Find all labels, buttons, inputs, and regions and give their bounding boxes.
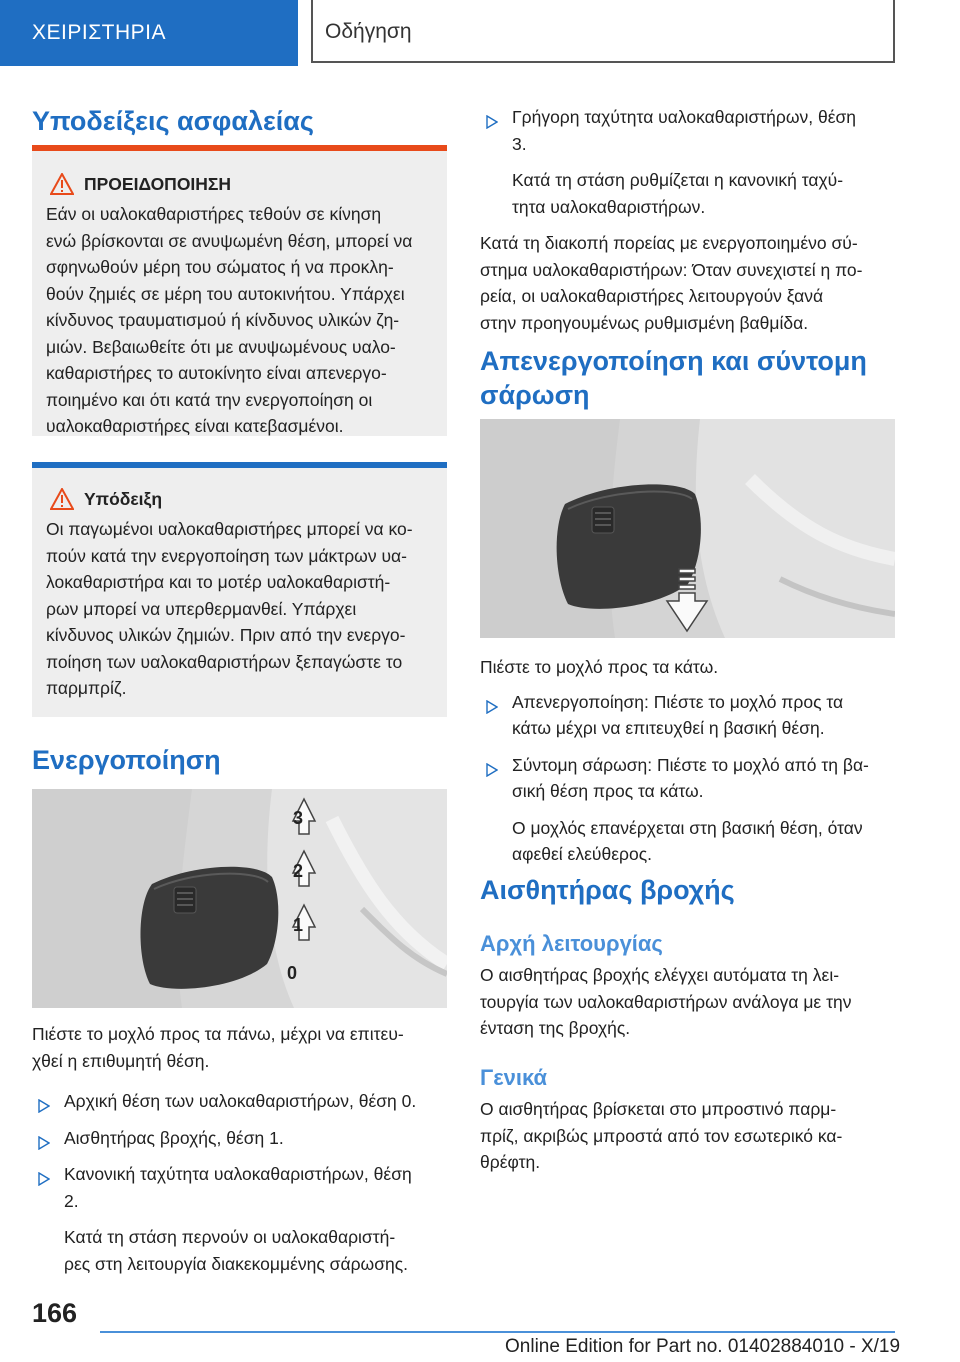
list-item-subtext xyxy=(64,1224,447,1277)
triangle-bullet-icon xyxy=(38,1167,50,1194)
text-line: ρεία, οι υαλοκαθαριστήρες λειτουργούν ξανά xyxy=(480,286,824,306)
text-line: τητα υαλοκαθαριστήρων. xyxy=(512,196,706,217)
text-line: Εάν οι υαλοκαθαριστήρες τεθούν σε κίνηση xyxy=(46,204,382,224)
safety-heading: Υποδείξεις ασφαλείας xyxy=(32,106,314,136)
interrupt-paragraph xyxy=(480,230,895,336)
notice-text xyxy=(46,516,433,702)
position-label-1: 1 xyxy=(293,915,304,935)
text-line: υαλοκαθαριστήρες είναι κατεβασμένοι. xyxy=(46,416,344,436)
list-item xyxy=(480,104,895,220)
text-line: στην προηγουμένως ρυθμισμένη βαθμίδα. xyxy=(480,312,809,333)
text-line: ρων μπορεί να υπερθερμανθεί. Υπάρχει xyxy=(46,598,357,619)
list-item-text: 2. xyxy=(64,1190,79,1211)
triangle-bullet-icon xyxy=(38,1094,50,1121)
list-item xyxy=(480,752,895,868)
position-label-3: 3 xyxy=(293,808,304,828)
list-item-subtext xyxy=(512,167,895,220)
principle-paragraph xyxy=(480,962,895,1042)
text-line: πρίζ, ακριβώς μπροστά από τον εσωτερικό κα- xyxy=(480,1125,843,1146)
fast-speed-list xyxy=(480,104,895,220)
text-line: ενώ βρίσκονται σε ανυψωμένη θέση, μπορεί να xyxy=(46,230,413,251)
list-item-text: σική θέση προς τα κάτω. xyxy=(512,781,704,801)
position-label-0: 0 xyxy=(287,963,298,983)
text-line: παρμπρίζ. xyxy=(46,678,127,698)
text-line: χθεί η επιθυμητή θέση. xyxy=(32,1050,210,1071)
list-item-text: Κανονική ταχύτητα υαλοκαθαριστήρων, θέση xyxy=(64,1164,412,1184)
list-item xyxy=(32,1125,447,1152)
text-line: Πιέστε το μοχλό προς τα πάνω, μέχρι να επιτευ- xyxy=(32,1024,404,1044)
list-item-subtext xyxy=(512,815,895,868)
text-line: μιών. Βεβαιωθείτε ότι με ανυψωμένους υαλο- xyxy=(46,336,396,357)
triangle-bullet-icon xyxy=(486,758,498,785)
text-line: Ο αισθητήρας βροχής ελέγχει αυτόματα τη λει- xyxy=(480,965,840,985)
text-line: κίνδυνος τραυματισμού ή κίνδυνος υλικών ζη- xyxy=(46,310,400,330)
rain-sensor-heading: Αισθητήρας βροχής xyxy=(480,875,735,905)
text-line: ρες στη λειτουργία διακεκομμένης σάρωσης. xyxy=(64,1253,409,1274)
triangle-bullet-icon xyxy=(486,695,498,722)
notice-title: Υπόδειξη xyxy=(84,488,163,509)
list-item xyxy=(32,1161,447,1277)
notice-box xyxy=(32,468,447,717)
list-item-text: Σύντομη σάρωση: Πιέστε το μοχλό από τη βα- xyxy=(512,754,869,775)
text-line: ποίηση των υαλοκαθαριστήρων ξεπαγώστε το xyxy=(46,651,403,672)
wiper-lever-up-figure xyxy=(32,789,447,1008)
warning-text xyxy=(46,201,433,440)
text-line: καθαριστήρες το αυτοκίνητο είναι απενεργο- xyxy=(46,363,387,383)
text-line: θούν ζημιές σε μέρη του αυτοκινήτου. Υπάρχει xyxy=(46,283,405,304)
position-list xyxy=(32,1088,447,1277)
chapter-tab[interactable]: Οδήγηση xyxy=(311,0,895,63)
principle-heading: Αρχή λειτουργίας xyxy=(480,931,663,956)
text-line: αφεθεί ελεύθερος. xyxy=(512,844,652,864)
list-item-text: 3. xyxy=(512,133,527,154)
list-item xyxy=(480,689,895,742)
section-tab[interactable]: ΧΕΙΡΙΣΤΗΡΙΑ xyxy=(0,0,298,66)
text-line: τουργία των υαλοκαθαριστήρων ανάλογα με την xyxy=(480,991,852,1012)
triangle-bullet-icon xyxy=(38,1131,50,1158)
text-line: πούν κατά την ενεργοποίηση των μάκτρων υα- xyxy=(46,545,407,566)
list-item xyxy=(32,1088,447,1115)
text-line: Οι παγωμένοι υαλοκαθαριστήρες μπορεί να κο- xyxy=(46,519,413,539)
deactivate-list xyxy=(480,689,895,868)
text-line: στημα υαλοκαθαριστήρων: Όταν συνεχιστεί η πο- xyxy=(480,259,863,280)
notice-title-row xyxy=(46,488,433,510)
warning-triangle-icon xyxy=(50,488,74,510)
deactivate-paragraph: Πιέστε το μοχλό προς τα κάτω. xyxy=(480,657,719,677)
text-line: κίνδυνος υλικών ζημιών. Πριν από την ενεργο- xyxy=(46,625,406,645)
text-line: Κατά τη στάση ρυθμίζεται η κανονική ταχύ- xyxy=(512,170,844,190)
text-line: Κατά τη στάση περνούν οι υαλοκαθαριστή- xyxy=(64,1227,396,1247)
list-item-text: Αισθητήρας βροχής, θέση 1. xyxy=(64,1127,284,1148)
text-line: Κατά τη διακοπή πορείας με ενεργοποιημένο σύ- xyxy=(480,233,858,253)
footer-divider xyxy=(100,1331,895,1333)
text-line: λοκαθαριστήρα και το μοτέρ υαλοκαθαριστή- xyxy=(46,572,391,592)
general-heading: Γενικά xyxy=(480,1065,548,1090)
text-line: Ο αισθητήρας βρίσκεται στο μπροστινό παρμ- xyxy=(480,1099,837,1119)
text-line: Ο μοχλός επανέρχεται στη βασική θέση, όταν xyxy=(512,817,863,838)
wiper-lever-down-figure xyxy=(480,419,895,638)
page-number: 166 xyxy=(32,1298,78,1328)
triangle-bullet-icon xyxy=(486,110,498,137)
list-item-text: Απενεργοποίηση: Πιέστε το μοχλό προς τα xyxy=(512,691,844,712)
warning-title: ΠΡΟΕΙΔΟΠΟΙΗΣΗ xyxy=(84,173,232,194)
warning-box xyxy=(32,151,447,436)
text-line: ένταση της βροχής. xyxy=(480,1018,631,1038)
deactivate-heading: Απενεργοποίηση και σύντομη xyxy=(480,346,867,376)
text-line: θρέφτη. xyxy=(480,1152,541,1172)
edition-note: Online Edition for Part no. 01402884010 - X/19 xyxy=(505,1336,901,1357)
list-item-text: κάτω μέχρι να επιτευχθεί η βασική θέση. xyxy=(512,718,825,738)
list-item-text: Γρήγορη ταχύτητα υαλοκαθαριστήρων, θέση xyxy=(512,107,857,127)
warning-title-row xyxy=(46,173,433,195)
general-paragraph xyxy=(480,1096,895,1176)
text-line: σφηνωθούν μέρη του σώματος ή να προκλη- xyxy=(46,257,394,277)
position-label-2: 2 xyxy=(293,861,304,881)
activation-heading: Ενεργοποίηση xyxy=(32,745,221,775)
deactivate-heading-line2: σάρωση xyxy=(480,380,590,410)
warning-triangle-icon xyxy=(50,173,74,195)
list-item-text: Αρχική θέση των υαλοκαθαριστήρων, θέση 0. xyxy=(64,1091,417,1111)
text-line: ποιημένο και ότι κατά την ενεργοποίηση οι xyxy=(46,389,373,410)
